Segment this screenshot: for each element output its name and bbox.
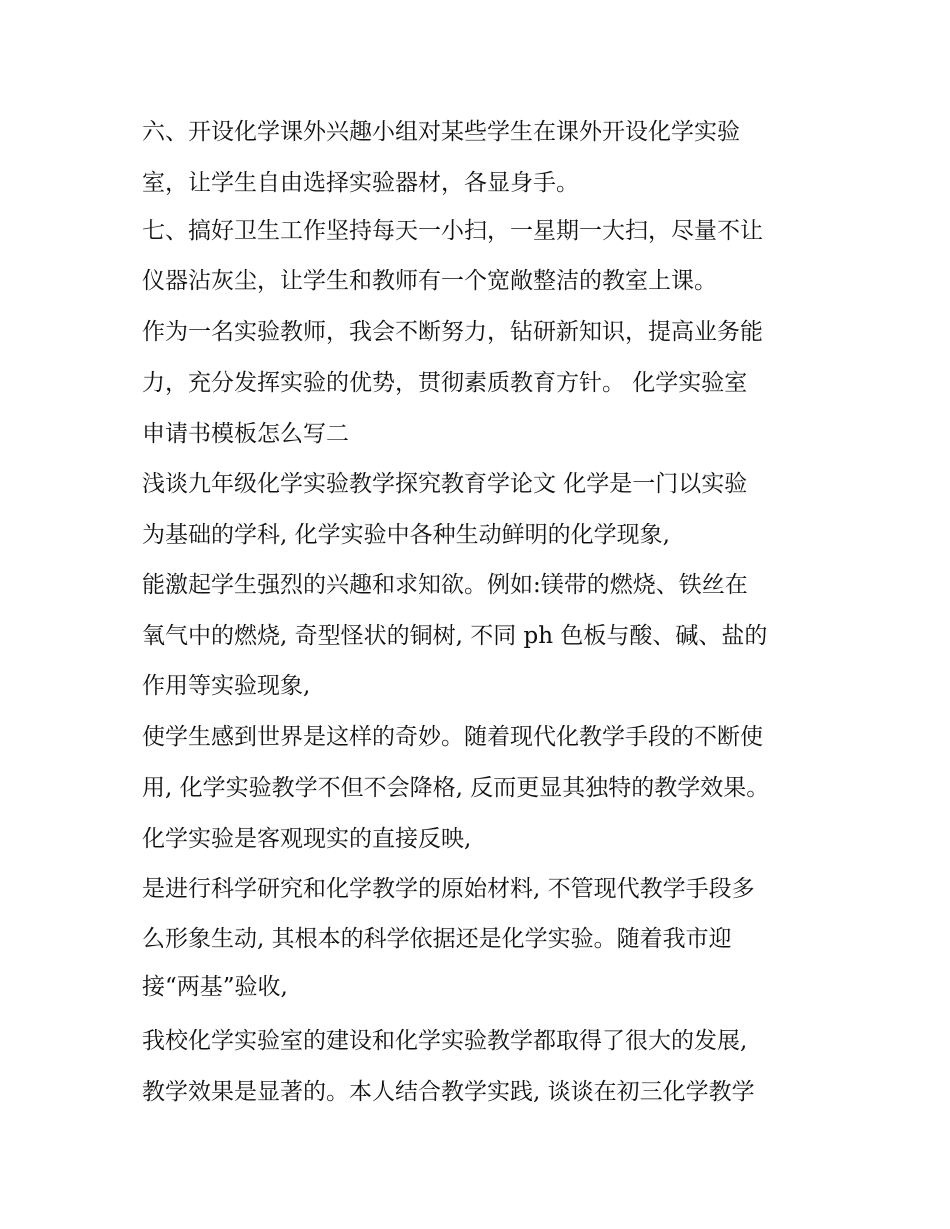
text-line: 我校化学实验室的建设和化学实验教学都取得了很大的发展, <box>142 1028 748 1054</box>
text-line: 氧气中的燃烧, 奇型怪状的铜树, 不同 ph 色板与酸、碱、盐的 <box>142 623 768 649</box>
text-line: 浅谈九年级化学实验教学探究教育学论文 化学是一门以实验 <box>142 471 748 497</box>
text-line: 作为一名实验教师，我会不断努力，钻研新知识，提高业务能 <box>142 319 763 345</box>
text-line: 用, 化学实验教学不但不会降格, 反而更显其独特的教学效果。 <box>142 775 770 801</box>
text-line: 七、搞好卫生工作坚持每天一小扫，一星期一大扫，尽量不让 <box>142 218 763 244</box>
text-line: 申请书模板怎么写二 <box>142 421 349 447</box>
text-line: 为基础的学科, 化学实验中各种生动鲜明的化学现象, <box>142 522 670 548</box>
text-line: 六、开设化学课外兴趣小组对某些学生在课外开设化学实验 <box>142 119 740 145</box>
text-line: 能激起学生强烈的兴趣和求知欲。例如:镁带的燃烧、铁丝在 <box>142 572 748 598</box>
text-line: 接“两基”验收, <box>142 974 288 1000</box>
text-line: 么形象生动, 其根本的科学依据还是化学实验。随着我市迎 <box>142 926 732 952</box>
text-line: 化学实验是客观现实的直接反映, <box>142 826 472 852</box>
text-line: 室，让学生自由选择实验器材，各显身手。 <box>142 170 579 196</box>
text-line: 仪器沾灰尘，让学生和教师有一个宽敞整洁的教室上课。 <box>142 268 717 294</box>
text-line: 教学效果是显著的。本人结合教学实践, 谈谈在初三化学教学 <box>142 1079 755 1105</box>
text-line: 是进行科学研究和化学教学的原始材料, 不管现代教学手段多 <box>142 876 755 902</box>
text-line: 力，充分发挥实验的优势，贯彻素质教育方针。 化学实验室 <box>142 370 748 396</box>
text-line: 使学生感到世界是这样的奇妙。随着现代化教学手段的不断使 <box>142 724 763 750</box>
text-line: 作用等实验现象, <box>142 673 311 699</box>
